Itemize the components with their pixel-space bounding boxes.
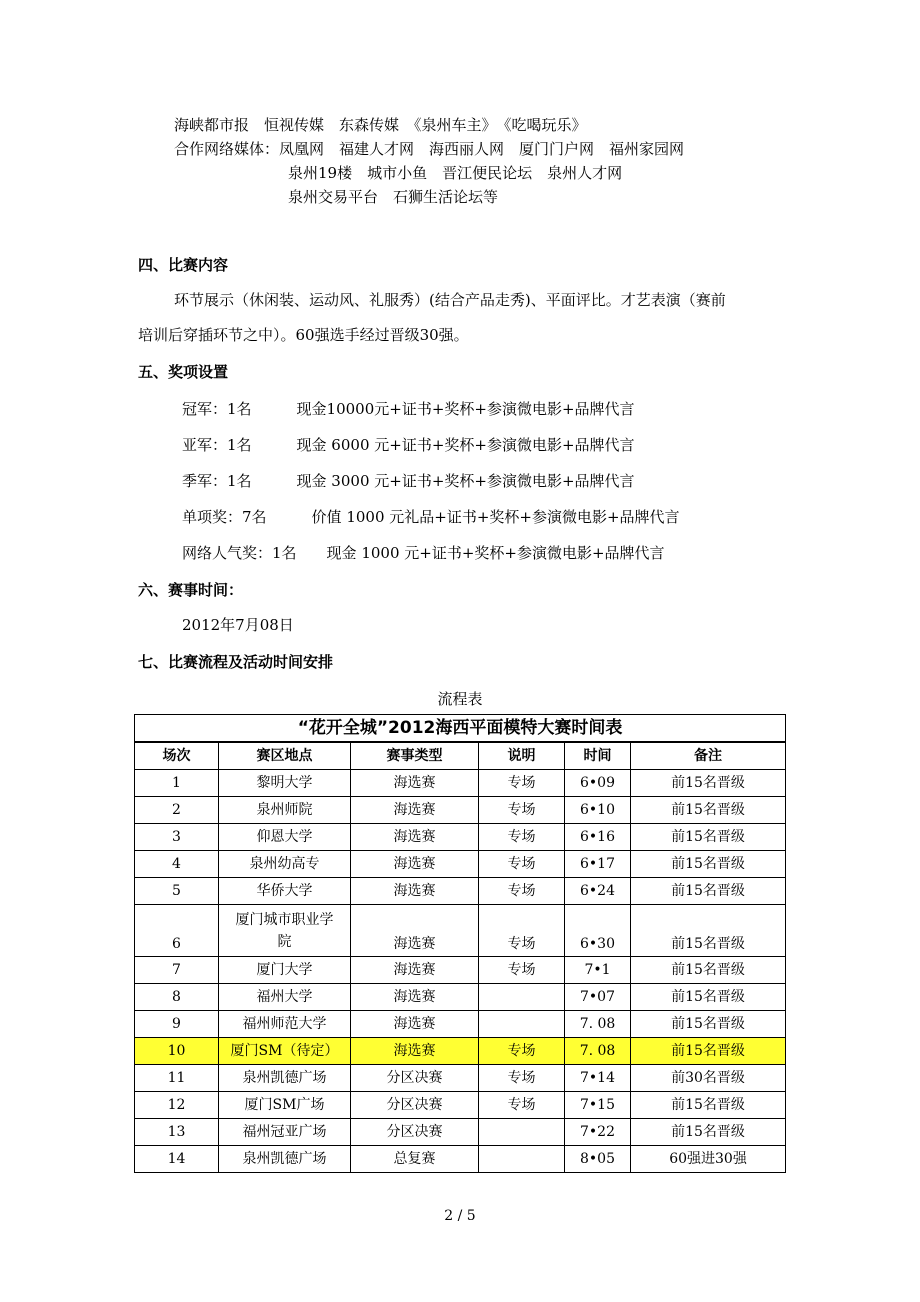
table-row [135, 984, 786, 1011]
cell-venue: 泉州幼高专 [219, 851, 351, 878]
cell-time: 6•09 [565, 770, 631, 797]
section4-heading: 四、比赛内容 [138, 256, 229, 274]
cell-venue: 福州冠亚广场 [219, 1119, 351, 1146]
cell-note: 专场 [479, 1092, 565, 1119]
cell-venue: 厦门SM广场 [219, 1092, 351, 1119]
cell-remark: 前15名晋级 [631, 770, 786, 797]
cell-time: 7. 08 [565, 1011, 631, 1038]
table-row [135, 770, 786, 797]
cell-remark: 前15名晋级 [631, 851, 786, 878]
cell-remark: 前15名晋级 [631, 878, 786, 905]
cell-time: 8•05 [565, 1146, 631, 1173]
media-line-1: 海峡都市报 恒视传媒 东森传媒 《泉州车主》 《吃喝玩乐》 [174, 116, 587, 134]
table-row [135, 1146, 786, 1173]
cell-type: 海选赛 [351, 1038, 479, 1065]
section5-heading: 五、奖项设置 [138, 363, 229, 381]
table-row [135, 1065, 786, 1092]
cell-venue: 厦门大学 [219, 957, 351, 984]
event-date: 2012年7月08日 [182, 616, 294, 634]
cell-note: 专场 [479, 824, 565, 851]
table-row [135, 797, 786, 824]
award-third: 季军：1名 现金 3000 元+证书+奖杯+参演微电影+品牌代言 [182, 472, 635, 490]
cell-time: 6•24 [565, 878, 631, 905]
header-type: 赛事类型 [351, 742, 479, 770]
cell-note: 专场 [479, 878, 565, 905]
cell-venue: 华侨大学 [219, 878, 351, 905]
cell-note: 专场 [479, 770, 565, 797]
cell-session: 12 [135, 1092, 219, 1119]
cell-remark: 前15名晋级 [631, 1119, 786, 1146]
cell-venue: 厦门城市职业学院 [219, 905, 351, 957]
cell-type: 海选赛 [351, 824, 479, 851]
cell-note [479, 1146, 565, 1173]
cell-session: 4 [135, 851, 219, 878]
cell-type: 分区决赛 [351, 1119, 479, 1146]
table-title: “花开全城”2012海西平面模特大赛时间表 [135, 715, 786, 743]
cell-venue: 黎明大学 [219, 770, 351, 797]
cell-session: 5 [135, 878, 219, 905]
cell-time: 7•22 [565, 1119, 631, 1146]
cell-note: 专场 [479, 957, 565, 984]
header-time: 时间 [565, 742, 631, 770]
cell-time: 7. 08 [565, 1038, 631, 1065]
cell-session: 10 [135, 1038, 219, 1065]
award-runner-up: 亚军：1名 现金 6000 元+证书+奖杯+参演微电影+品牌代言 [182, 436, 635, 454]
cell-venue: 厦门SM（待定） [219, 1038, 351, 1065]
schedule-table [134, 714, 786, 1173]
cell-time: 6•30 [565, 905, 631, 957]
cell-type: 海选赛 [351, 957, 479, 984]
cell-remark: 前15名晋级 [631, 1038, 786, 1065]
table-row [135, 1092, 786, 1119]
table-row [135, 851, 786, 878]
cell-type: 海选赛 [351, 1011, 479, 1038]
table-row [135, 824, 786, 851]
cell-time: 6•10 [565, 797, 631, 824]
cell-remark: 前30名晋级 [631, 1065, 786, 1092]
table-row [135, 878, 786, 905]
cell-remark: 前15名晋级 [631, 1092, 786, 1119]
header-note: 说明 [479, 742, 565, 770]
section4-para-line1: 环节展示（休闲装、运动风、礼服秀）(结合产品走秀)、平面评比。才艺表演（赛前 [174, 291, 726, 309]
cell-type: 海选赛 [351, 851, 479, 878]
cell-note: 专场 [479, 1038, 565, 1065]
table-row [135, 1119, 786, 1146]
table-row [135, 957, 786, 984]
table-caption: 流程表 [437, 690, 483, 708]
cell-session: 9 [135, 1011, 219, 1038]
cell-venue: 仰恩大学 [219, 824, 351, 851]
media-line-3: 泉州19楼 城市小鱼 晋江便民论坛 泉州人才网 [288, 164, 623, 182]
cell-type: 分区决赛 [351, 1092, 479, 1119]
cell-time: 6•17 [565, 851, 631, 878]
cell-note: 专场 [479, 1065, 565, 1092]
cell-remark: 前15名晋级 [631, 957, 786, 984]
cell-session: 13 [135, 1119, 219, 1146]
cell-venue: 泉州凯德广场 [219, 1146, 351, 1173]
cell-venue: 福州大学 [219, 984, 351, 1011]
cell-time: 7•07 [565, 984, 631, 1011]
cell-type: 海选赛 [351, 770, 479, 797]
cell-type: 海选赛 [351, 984, 479, 1011]
cell-session: 2 [135, 797, 219, 824]
cell-note [479, 1011, 565, 1038]
table-row [135, 905, 786, 957]
header-venue: 赛区地点 [219, 742, 351, 770]
cell-session: 6 [135, 905, 219, 957]
table-row [135, 1011, 786, 1038]
cell-session: 8 [135, 984, 219, 1011]
page-number: 2 / 5 [444, 1208, 476, 1224]
cell-time: 7•14 [565, 1065, 631, 1092]
section4-para-line2: 培训后穿插环节之中）。60强选手经过晋级30强。 [138, 326, 469, 344]
cell-type: 海选赛 [351, 905, 479, 957]
cell-session: 7 [135, 957, 219, 984]
award-single: 单项奖：7名 价值 1000 元礼品+证书+奖杯+参演微电影+品牌代言 [182, 508, 680, 526]
cell-type: 总复赛 [351, 1146, 479, 1173]
cell-note: 专场 [479, 905, 565, 957]
cell-type: 海选赛 [351, 878, 479, 905]
cell-session: 1 [135, 770, 219, 797]
cell-type: 分区决赛 [351, 1065, 479, 1092]
cell-note [479, 1119, 565, 1146]
cell-type: 海选赛 [351, 797, 479, 824]
cell-remark: 前15名晋级 [631, 1011, 786, 1038]
table-row [135, 1038, 786, 1065]
section6-heading: 六、赛事时间： [138, 581, 244, 599]
cell-session: 11 [135, 1065, 219, 1092]
cell-note: 专场 [479, 851, 565, 878]
header-session: 场次 [135, 742, 219, 770]
cell-remark: 前15名晋级 [631, 984, 786, 1011]
award-popularity: 网络人气奖：1名 现金 1000 元+证书+奖杯+参演微电影+品牌代言 [182, 544, 665, 562]
cell-remark: 60强进30强 [631, 1146, 786, 1173]
media-line-4: 泉州交易平台 石狮生活论坛等 [288, 188, 499, 206]
section7-heading: 七、比赛流程及活动时间安排 [138, 653, 334, 671]
cell-venue: 福州师范大学 [219, 1011, 351, 1038]
media-line-2: 合作网络媒体：凤凰网 福建人才网 海西丽人网 厦门门户网 福州家园网 [174, 140, 685, 158]
award-champion: 冠军：1名 现金10000元+证书+奖杯+参演微电影+品牌代言 [182, 400, 635, 418]
cell-time: 7•1 [565, 957, 631, 984]
cell-note: 专场 [479, 797, 565, 824]
cell-session: 3 [135, 824, 219, 851]
cell-remark: 前15名晋级 [631, 905, 786, 957]
cell-remark: 前15名晋级 [631, 824, 786, 851]
cell-venue: 泉州师院 [219, 797, 351, 824]
cell-venue: 泉州凯德广场 [219, 1065, 351, 1092]
cell-time: 7•15 [565, 1092, 631, 1119]
cell-time: 6•16 [565, 824, 631, 851]
cell-session: 14 [135, 1146, 219, 1173]
header-remark: 备注 [631, 742, 786, 770]
cell-note [479, 984, 565, 1011]
cell-remark: 前15名晋级 [631, 797, 786, 824]
